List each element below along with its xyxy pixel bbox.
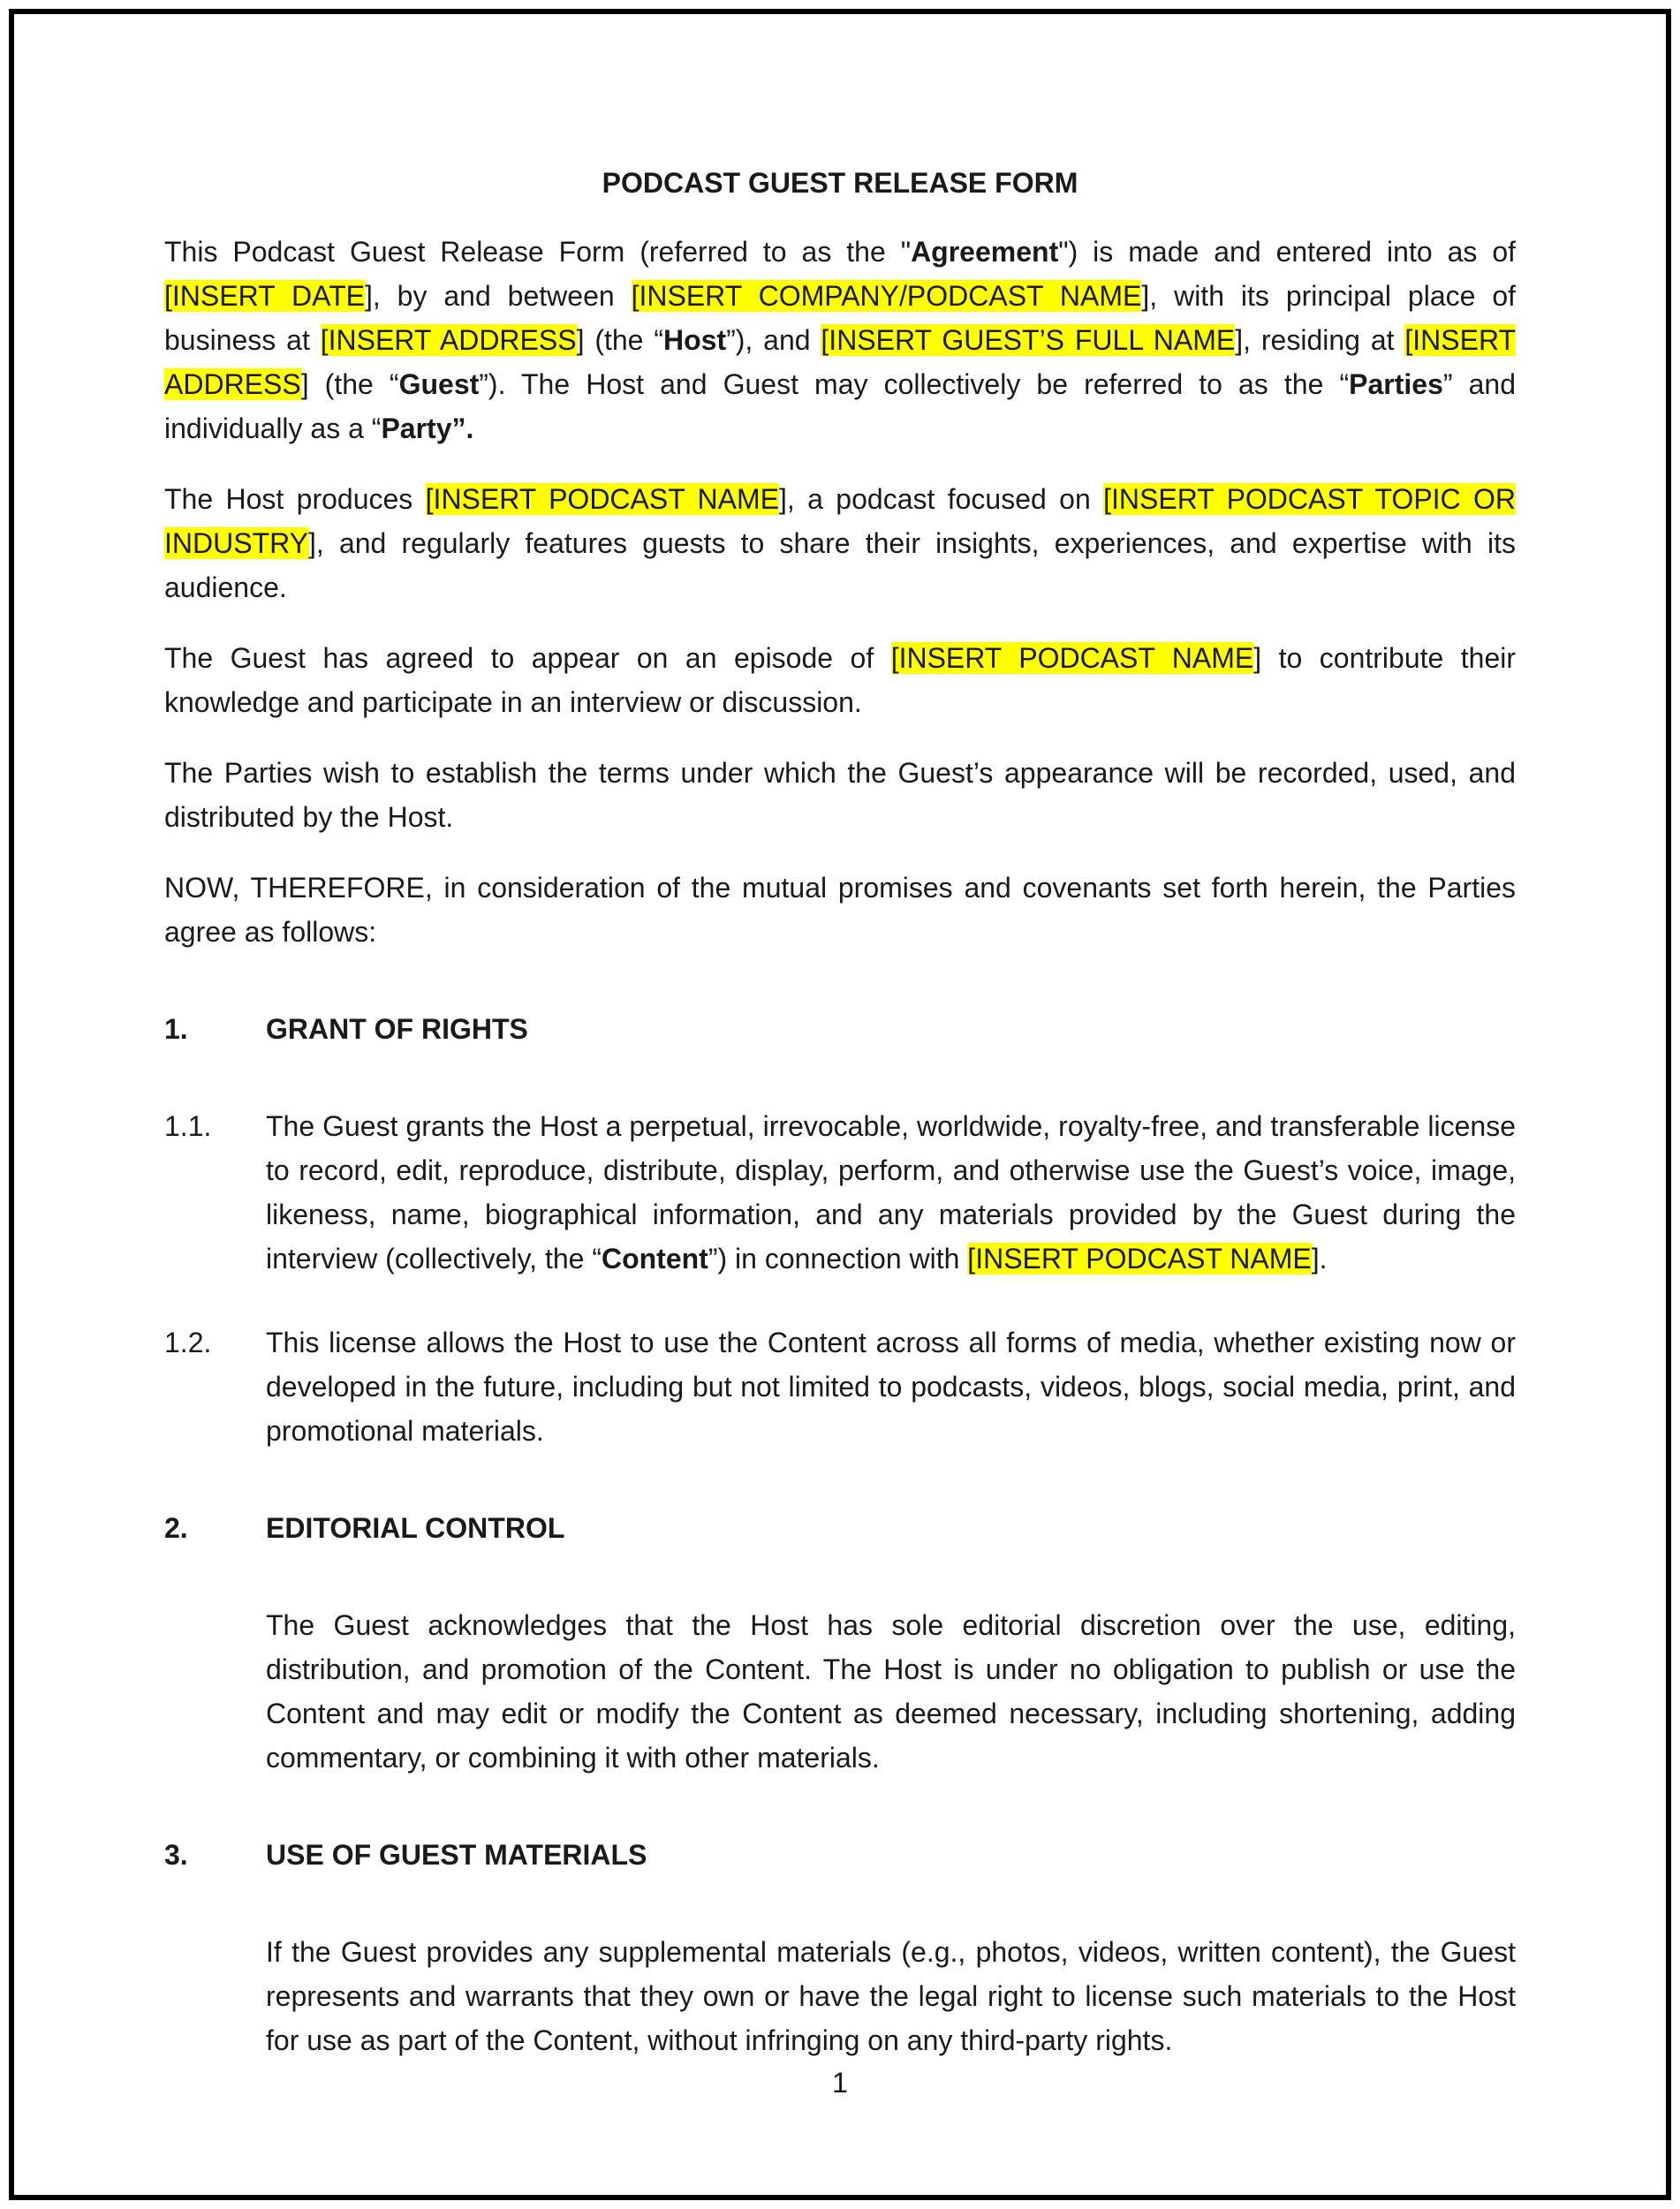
document-title: PODCAST GUEST RELEASE FORM xyxy=(602,167,1078,199)
text-run: ], with its principal place of business at xyxy=(164,280,1517,356)
text-run: ], a podcast focused on xyxy=(779,483,1104,515)
text-run: The Host produces xyxy=(164,483,426,515)
placeholder-highlight: [INSERT GUEST’S FULL NAME xyxy=(821,324,1236,356)
text-run: Parties xyxy=(1349,368,1443,400)
text-run: ”. xyxy=(451,412,474,444)
placeholder-highlight: [INSERT PODCAST NAME xyxy=(425,483,780,515)
text-run: The Guest has agreed to appear on an episode of xyxy=(164,642,891,674)
text-run: This license allows the Host to use the Content across all forms of media, whether existing now or developed in the future, including but not limited to podcasts, videos, blogs, social media, print, and promotional materials. xyxy=(266,1327,1516,1447)
placeholder-highlight: [INSERT PODCAST TOPIC OR INDUSTRY xyxy=(164,483,1517,559)
text-run: ] (the “ xyxy=(576,324,663,356)
text-run: If the Guest provides any supplemental materials (e.g., photos, videos, written content), the Guest represents and warrants that they own or have the legal right to license such materials to the Host for use as part of the Content, without infringing on any third-party rights. xyxy=(266,1936,1516,2056)
text-run: Host xyxy=(662,324,727,356)
clause-text xyxy=(266,1320,1516,1453)
section-heading xyxy=(164,1506,1516,1550)
paragraph xyxy=(164,636,1516,724)
text-run: The Parties wish to establish the terms under which the Guest’s appearance will be recorded, used, and distributed by the Host. xyxy=(164,757,1516,833)
text-run: Content xyxy=(601,1243,708,1275)
text-run: ”), and xyxy=(726,324,821,356)
paragraph xyxy=(266,1930,1516,2062)
paragraph xyxy=(164,230,1516,450)
placeholder-highlight: [INSERT DATE xyxy=(164,280,365,312)
text-run: Guest xyxy=(398,368,480,400)
section-heading xyxy=(164,1007,1516,1051)
placeholder-highlight: [INSERT ADDRESS xyxy=(164,324,1517,400)
numbered-clause xyxy=(164,1104,1516,1281)
text-run: ”) in connection with xyxy=(708,1243,968,1275)
placeholder-highlight: [INSERT PODCAST NAME xyxy=(967,1243,1312,1275)
paragraph xyxy=(164,477,1516,609)
paragraph xyxy=(266,1603,1516,1780)
text-run: The Guest grants the Host a perpetual, irrevocable, worldwide, royalty-free, and transferable license to record, edit, reproduce, distribute, display, perform, and otherwise use the Guest’s voice, image, likeness, name, biographical information, and any materials provided by the Guest during the interview (collectively, the “ xyxy=(266,1110,1516,1275)
placeholder-highlight: [INSERT PODCAST NAME xyxy=(890,642,1254,674)
text-run: Party xyxy=(381,412,452,444)
document-body xyxy=(164,230,1516,2062)
text-run: ") is made and entered into as of xyxy=(1058,236,1517,268)
section-number: 2. xyxy=(164,1512,188,1544)
text-run: ], residing at xyxy=(1235,324,1405,356)
page-number: 1 xyxy=(832,2067,848,2099)
text-run: The Guest acknowledges that the Host has sole editorial discretion over the use, editing, distribution, and promotion of the Content. The Host is under no obligation to publish or use the Content and may edit or modify the Content as deemed necessary, including shortening, adding commentary, or combining it with other materials. xyxy=(266,1609,1516,1774)
document-content xyxy=(164,161,1516,2089)
text-run: ], by and between xyxy=(364,280,632,312)
text-run: ”). The Host and Guest may collectively be referred to as the “ xyxy=(479,368,1350,400)
text-run: ] to contribute their knowledge and participate in an interview or discussion. xyxy=(164,642,1517,718)
clause-number: 1.2. xyxy=(164,1327,212,1358)
placeholder-highlight: [INSERT COMPANY/PODCAST NAME xyxy=(631,280,1142,312)
paragraph xyxy=(164,866,1516,954)
text-run: ” and individually as a “ xyxy=(164,368,1517,444)
paragraph xyxy=(164,751,1516,839)
text-run: This Podcast Guest Release Form (referred to as the " xyxy=(164,236,912,268)
section-number: 1. xyxy=(164,1013,188,1045)
clause-text xyxy=(266,1104,1516,1281)
text-run: ]. xyxy=(1311,1243,1328,1275)
section-heading xyxy=(164,1833,1516,1877)
text-run: NOW, THEREFORE, in consideration of the mutual promises and covenants set forth herein, the Parties agree as follows: xyxy=(164,872,1516,948)
text-run: ], and regularly features guests to share their insights, experiences, and expertise with its audience. xyxy=(164,527,1516,603)
section-title: GRANT OF RIGHTS xyxy=(266,1013,528,1045)
section-title: USE OF GUEST MATERIALS xyxy=(266,1839,647,1871)
clause-number: 1.1. xyxy=(164,1110,212,1142)
section-number: 3. xyxy=(164,1839,188,1871)
numbered-clause xyxy=(164,1320,1516,1453)
text-run: ] (the “ xyxy=(300,368,399,400)
section-title: EDITORIAL CONTROL xyxy=(266,1512,565,1544)
text-run: Agreement xyxy=(911,236,1059,268)
placeholder-highlight: [INSERT ADDRESS xyxy=(320,324,577,356)
